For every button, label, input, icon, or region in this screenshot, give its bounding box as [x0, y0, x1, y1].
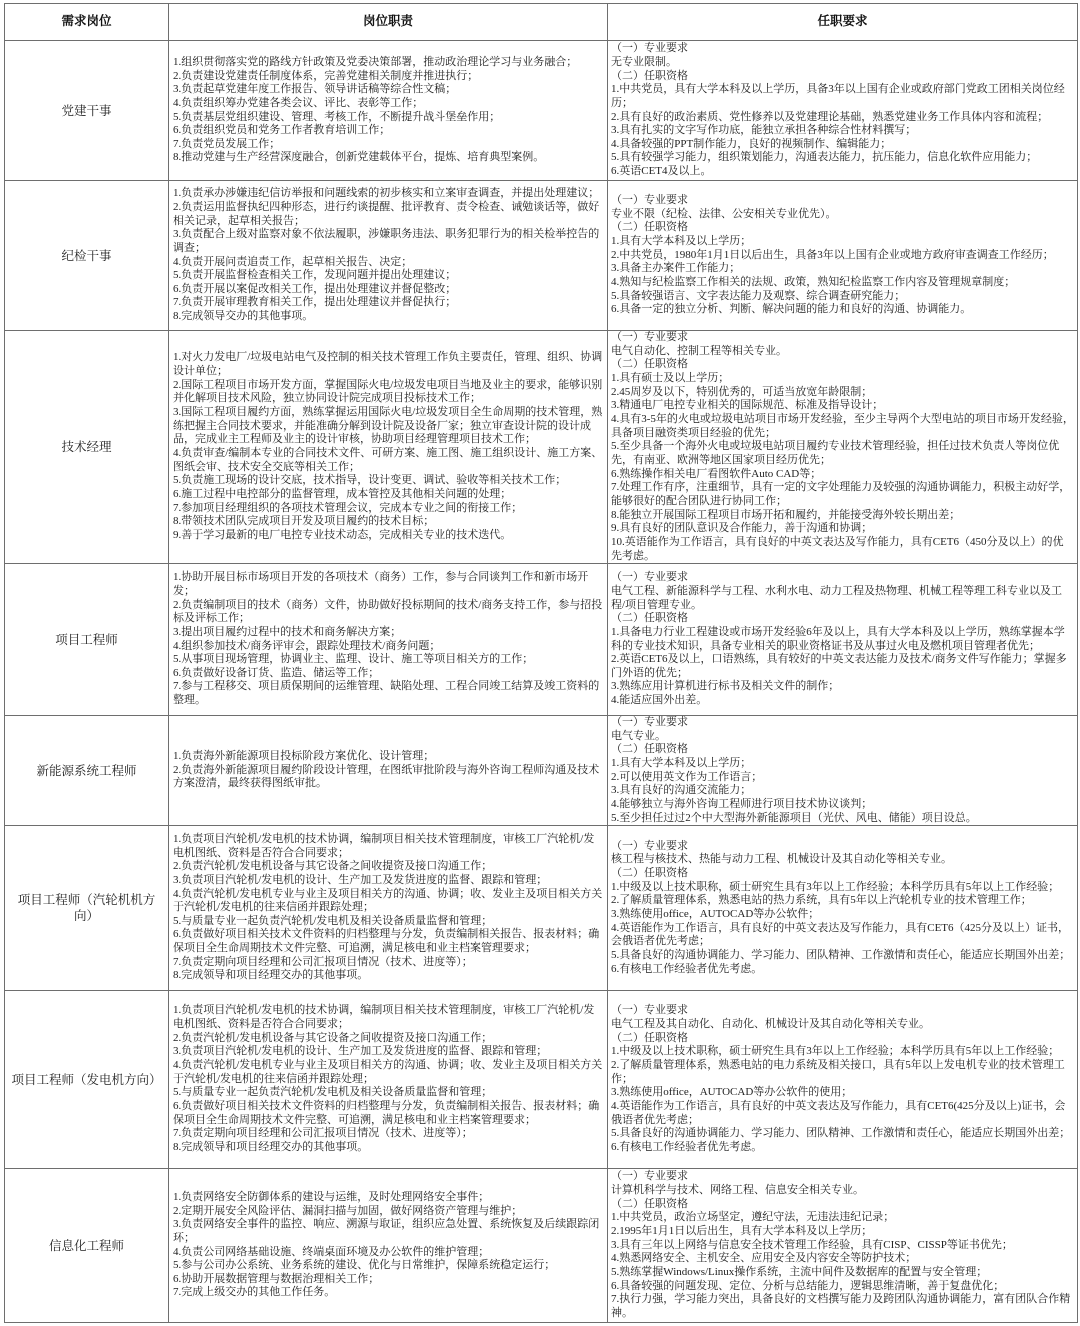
requirement-item: 3.具备主办案件工作能力；: [611, 262, 741, 275]
requirement-item: （一）专业要求: [611, 42, 688, 55]
position-cell: [5, 1169, 169, 1323]
requirement-item: （一）专业要求: [611, 1170, 688, 1183]
requirement-item: 6.具备较强的问题发现、定位、分析与总结能力，逻辑思维清晰，善于复盘优化；: [611, 1279, 1005, 1292]
duty-item: 3.国际工程项目履约方面，熟练掌握运用国际火电/垃圾发项目全生命周期的技术管理，熟练把握主合同技术要求，并能准确分解到设计院及设备厂家；独立审查设计院的设计成品，完成业主工程师及业主的设计审核，协助项目经理管理项目技术工作；: [173, 406, 603, 446]
requirement-item: （二）任职资格: [611, 221, 688, 234]
position-name: 党建干事: [61, 103, 112, 118]
requirements-list: [611, 1004, 1074, 1154]
requirement-item: 5.具有较强学习能力，组织策划能力，沟通表达能力，抗压能力，信息化软件应用能力；: [611, 151, 1038, 164]
duties-list: [173, 1191, 604, 1300]
duties-list: [173, 1004, 604, 1154]
requirement-item: 电气自动化、控制工程等相关专业。: [611, 344, 787, 357]
requirement-item: 4.英语能作为工作语言，具有良好的中英文表达及写作能力，具有CET6（425分及以上）证书，会俄语者优先考虑；: [611, 921, 1070, 948]
requirement-item: 4.能够独立与海外咨询工程师进行项目技术协议谈判；: [611, 797, 873, 810]
requirement-item: 4.熟悉网络安全、主机安全、应用安全及内容安全等防护技术；: [611, 1252, 917, 1265]
duty-item: 6.负责做好项目相关技术文件资料的归档整理与分发，负责编制相关报告、报表材料；确保项目全生命周期技术文件完整、可追溯，满足核电和业主档案管理要求；: [173, 928, 600, 955]
table-row: [5, 41, 1078, 181]
duties-list: [173, 750, 604, 791]
duty-item: 5.与质量专业一起负责汽轮机/发电机及相关设备质量监督和管理；: [173, 1086, 493, 1099]
requirements-list: [611, 331, 1074, 563]
requirement-item: （一）专业要求: [611, 1004, 688, 1017]
duties-cell: [169, 331, 608, 564]
position-cell: [5, 181, 169, 331]
requirements-cell: [608, 564, 1078, 716]
requirement-item: 6.有核电工作经验者优先考虑。: [611, 1140, 763, 1153]
requirements-cell: [608, 826, 1078, 991]
requirements-list: [611, 194, 1074, 317]
duties-cell: [169, 41, 608, 181]
requirement-item: 电气工程、新能源科学与工程、水利水电、动力工程及热物理、机械工程等理工科专业以及工程/项目管理专业。: [611, 584, 1062, 611]
requirement-item: 3.具有三年以上网络与信息安全技术管理工作经验，具有CISP、CISSP等证书优先；: [611, 1238, 1013, 1251]
requirement-item: 5.至少具备一个海外火电或垃圾电站项目履约专业技术管理经验，担任过技术负责人等岗位优先，有南亚、欧洲等地区国家项目经历优先；: [611, 440, 1060, 466]
duty-item: 6.负责组织党员和党务工作者教育培训工作；: [173, 124, 391, 137]
requirement-item: 3.熟练使用office，AUTOCAD等办公软件的使用；: [611, 1086, 853, 1099]
requirement-item: 3.精通电厂电控专业相关的国际规范、标准及指导设计；: [611, 399, 884, 412]
requirement-item: 5.具备较强语言、文字表达能力及观察、综合调查研究能力；: [611, 289, 906, 302]
requirement-item: 4.具备较强的PPT制作能力，良好的视频制作、编辑能力；: [611, 137, 892, 150]
duty-item: 5.负责施工现场的设计交底，技术指导，设计变更、调试、验收等相关技术工作；: [173, 474, 567, 487]
requirements-cell: [608, 181, 1078, 331]
duties-cell: [169, 716, 608, 826]
requirement-item: （二）任职资格: [611, 358, 688, 371]
duty-item: 2.负责汽轮机/发电机设备与其它设备之间收提资及接口沟通工作；: [173, 860, 493, 873]
requirement-item: 2.45周岁及以下，特别优秀的，可适当放宽年龄限制；: [611, 385, 873, 398]
position-name: 项目工程师（发电机方向）: [11, 1072, 162, 1087]
duty-item: 4.负责汽轮机/发电机专业与业主及项目相关方的沟通、协调；收、发业主及项目相关方关于汽轮机/发电机的往来信函并跟踪处理；: [173, 1059, 603, 1085]
duty-item: 3.负责网络安全事件的监控、响应、溯源与取证，组织应急处置、系统恢复及后续跟踪闭环；: [173, 1218, 600, 1244]
requirement-item: 5.具备良好的沟通协调能力、学习能力、团队精神、工作激情和责任心，能适应长期国外出差；: [611, 948, 1071, 961]
duties-cell: [169, 826, 608, 991]
duty-item: 4.负责开展问责追责工作，起草相关报告、决定；: [173, 255, 413, 268]
requirement-item: 核工程与核技术、热能与动力工程、机械设计及其自动化等相关专业。: [611, 853, 952, 866]
requirement-item: （一）专业要求: [611, 194, 688, 207]
duty-item: 3.负责起草党建年度工作报告、领导讲话稿等综合性文稿；: [173, 83, 457, 96]
requirement-item: 电气工程及其自动化、自动化、机械设计及其自动化等相关专业。: [611, 1018, 930, 1031]
header-requirements: [608, 4, 1078, 41]
position-cell: [5, 716, 169, 826]
duty-item: 1.协助开展目标市场项目开发的各项技术（商务）工作，参与合同谈判工作和新市场开发；: [173, 571, 589, 597]
requirement-item: 7.执行力强，学习能力突出，具备良好的文档撰写能力及跨团队沟通协调能力，富有团队合作精神。: [611, 1293, 1071, 1319]
duties-cell: [169, 1169, 608, 1323]
requirement-item: （二）任职资格: [611, 867, 688, 880]
duty-item: 1.负责承办涉嫌违纪信访举报和问题线索的初步核实和立案审查调查，并提出处理建议；: [173, 187, 600, 200]
duty-item: 8.带领技术团队完成项目开发及项目履约的技术目标；: [173, 515, 435, 528]
position-name: 纪检干事: [61, 248, 112, 263]
duty-item: 1.对火力发电厂/垃圾电站电气及控制的相关技术管理工作负主要责任，管理、组织、协调设计单位；: [173, 351, 603, 378]
position-cell: [5, 331, 169, 564]
duties-cell: [169, 564, 608, 716]
requirement-item: 3.熟练应用计算机进行标书及相关文件的制作；: [611, 680, 840, 693]
position-cell: [5, 564, 169, 716]
table-body: [5, 41, 1078, 1323]
position-name: 信息化工程师: [48, 1238, 124, 1253]
requirement-item: 1.中级及以上技术职称，硕士研究生具有3年以上工作经验；本科学历具有5年以上工作经验；: [611, 880, 1060, 893]
duty-item: 4.组织参加技术/商务评审会，跟踪处理技术/商务问题；: [173, 639, 441, 652]
duty-item: 2.负责海外新能源项目履约阶段设计管理，在图纸审批阶段与海外咨询工程师沟通及技术方案澄清，最终获得图纸审批。: [173, 763, 600, 790]
table-row: [5, 1169, 1078, 1323]
requirement-item: 2.了解质量管理体系，熟悉电站的电力系统及相关接口，具有5年以上发电机专业的技术管理工作；: [611, 1059, 1065, 1085]
duty-item: 8.完成领导和项目经理交办的其他事项。: [173, 969, 369, 982]
duties-list: [173, 187, 604, 324]
duty-item: 7.负责开展审理教育相关工作，提出处理建议并督促执行；: [173, 296, 457, 309]
duty-item: 7.负责定期向项目经理和公司汇报项目情况（技术、进度等）；: [173, 955, 473, 968]
requirement-item: 5.熟练掌握Windows/Linux操作系统，主流中间件及数据库的配置与安全管理；: [611, 1265, 988, 1278]
duties-list: [173, 833, 604, 983]
duty-item: 5.参与公司办公系统、业务系统的建设、优化与日常维护，保障系统稳定运行；: [173, 1259, 556, 1272]
requirement-item: 6.具备一定的独立分析、判断、解决问题的能力和良好的沟通、协调能力。: [611, 303, 972, 316]
requirement-item: 2.可以使用英文作为工作语言；: [611, 770, 763, 783]
requirements-list: [611, 840, 1074, 977]
requirement-item: 5.具备良好的沟通协调能力、学习能力、团队精神、工作激情和责任心，能适应长期国外出差；: [611, 1127, 1071, 1140]
requirement-item: 2.1995年1月1日以后出生，具有大学本科及以上学历；: [611, 1225, 873, 1238]
requirement-item: 1.具有大学本科及以上学历；: [611, 756, 752, 769]
duty-item: 4.负责汽轮机/发电机专业与业主及项目相关方的沟通、协调；收、发业主及项目相关方关于汽轮机/发电机的往来信函并跟踪处理；: [173, 887, 603, 914]
requirement-item: 6.英语CET4及以上。: [611, 165, 712, 178]
duty-item: 4.负责公司网络基础设施、终端桌面环境及办公软件的维护管理；: [173, 1245, 490, 1258]
duty-item: 5.从事项目现场管理，协调业主、监理、设计、施工等项目相关方的工作；: [173, 653, 534, 666]
position-name: 项目工程师（汽轮机机方向）: [17, 893, 156, 923]
requirement-item: 2.英语CET6及以上，口语熟练，具有较好的中英文表达能力及技术/商务文件写作能力；掌握多门外语的优先；: [611, 653, 1067, 679]
header-position-label: 需求岗位: [61, 14, 112, 29]
requirements-list: [611, 42, 1074, 179]
requirement-item: 无专业限制。: [611, 55, 677, 68]
position-cell: [5, 826, 169, 991]
requirement-item: （一）专业要求: [611, 716, 688, 728]
duties-cell: [169, 991, 608, 1169]
duty-item: 2.负责编制项目的技术（商务）文件，协助做好投标期间的技术/商务支持工作，参与招投标及评标工作；: [173, 598, 603, 625]
requirement-item: 计算机科学与技术、网络工程、信息安全相关专业。: [611, 1184, 864, 1197]
requirement-item: 10.英语能作为工作语言，具有良好的中英文表达及写作能力，具有CET6（450分及以上）的优先考虑。: [611, 535, 1064, 562]
position-name: 新能源系统工程师: [36, 763, 137, 778]
position-name: 项目工程师: [55, 632, 118, 647]
duty-item: 2.定期开展安全风险评估、漏洞扫描与加固，做好网络资产管理与维护；: [173, 1204, 523, 1217]
table-row: [5, 181, 1078, 331]
duty-item: 3.提出项目履约过程中的技术和商务解决方案；: [173, 625, 402, 638]
requirement-item: （二）任职资格: [611, 1031, 688, 1044]
requirement-item: 2.中共党员，1980年1月1日以后出生，具备3年以上国有企业或地方政府审查调查工作经历；: [611, 248, 1054, 261]
duties-list: [173, 571, 604, 708]
requirement-item: 2.了解质量管理体系，熟悉电站的热力系统，具有5年以上汽轮机专业的技术管理工作；: [611, 894, 1032, 907]
duty-item: 1.负责网络安全防御体系的建设与运维，及时处理网络安全事件；: [173, 1190, 490, 1203]
requirement-item: 4.英语能作为工作语言，具有良好的中英文表达及写作能力，具有CET6(425分及以上)证书，会俄语者优先考虑；: [611, 1099, 1066, 1126]
requirements-cell: [608, 991, 1078, 1169]
requirement-item: 9.具有良好的团队意识及合作能力，善于沟通和协调；: [611, 522, 873, 535]
duty-item: 7.参与工程移交、项目质保期间的运维管理、缺陷处理、工程合同竣工结算及竣工资料的整理。: [173, 680, 600, 707]
requirements-list: [611, 716, 1074, 825]
duty-item: 2.国际工程项目市场开发方面，掌握国际火电/垃圾发电项目当地及业主的要求，能够识别并化解项目技术风险，独立协同设计院完成项目投标技术工作；: [173, 378, 603, 405]
requirement-item: 1.具有硕士及以上学历；: [611, 371, 730, 384]
table-row: [5, 331, 1078, 564]
requirement-item: 2.具有良好的政治素质、党性修养以及党建理论基础，熟悉党建业务工作具体内容和流程；: [611, 110, 1049, 123]
duty-item: 5.负责基层党组织建设、管理、考核工作，不断提升战斗堡垒作用；: [173, 110, 501, 123]
requirements-cell: [608, 331, 1078, 564]
duty-item: 5.与质量专业一起负责汽轮机/发电机及相关设备质量监督和管理；: [173, 914, 493, 927]
duty-item: 6.负责做好项目相关技术文件资料的归档整理与分发，负责编制相关报告、报表材料；确保项目全生命周期技术文件完整、可追溯，满足核电和业主档案管理要求；: [173, 1099, 600, 1126]
duties-list: [173, 351, 604, 542]
requirements-cell: [608, 1169, 1078, 1323]
requirement-item: （一）专业要求: [611, 571, 688, 584]
requirement-item: 1.具备电力行业工程建设或市场开发经验6年及以上，具有大学本科及以上学历，熟练掌握本学科的专业技术知识，具备专业相关的职业资格证书及从事过火电及燃机项目管理者优先；: [611, 625, 1065, 652]
requirement-item: （二）任职资格: [611, 743, 688, 756]
requirement-item: 4.熟知与纪检监察工作相关的法规、政策，熟知纪检监察工作内容及管理规章制度；: [611, 275, 1016, 288]
requirement-item: 1.中共党员，政治立场坚定，遵纪守法，无违法违纪记录；: [611, 1211, 895, 1224]
requirement-item: 电气专业。: [611, 729, 666, 742]
requirement-item: （二）任职资格: [611, 69, 688, 82]
duties-cell: [169, 181, 608, 331]
duties-list: [173, 56, 604, 165]
duty-item: 7.负责党员发展工作；: [173, 137, 281, 150]
requirements-list: [611, 571, 1074, 708]
table-row: [5, 564, 1078, 716]
duty-item: 3.负责项目汽轮机/发电机的设计、生产加工及发货进度的监督、跟踪和管理；: [173, 1045, 548, 1058]
duty-item: 5.负责开展监督检查相关工作，发现问题并提出处理建议；: [173, 269, 457, 282]
job-requirements-table: [4, 3, 1078, 1323]
duty-item: 6.负责做好设备订货、监造、储运等工作；: [173, 666, 380, 679]
header-duties-label: 岗位职责: [362, 14, 413, 29]
table-row: [5, 826, 1078, 991]
requirement-item: 1.中共党员，具有大学本科及以上学历，具备3年以上国有企业或政府部门党政工团相关岗位经历；: [611, 83, 1065, 109]
position-cell: [5, 991, 169, 1169]
header-requirements-label: 任职要求: [817, 14, 868, 29]
requirements-cell: [608, 41, 1078, 181]
requirement-item: 3.熟练使用office，AUTOCAD等办公软件；: [611, 908, 820, 920]
table-row: [5, 716, 1078, 826]
duty-item: 4.负责组织筹办党建各类会议、评比、表彰等工作；: [173, 96, 424, 109]
requirement-item: （一）专业要求: [611, 331, 688, 343]
requirement-item: （二）任职资格: [611, 1197, 688, 1210]
duty-item: 7.参加项目经理组织的各项技术管理会议，完成本专业之间的衔接工作；: [173, 501, 523, 514]
duty-item: 6.负责开展以案促改相关工作，提出处理建议并督促整改；: [173, 282, 457, 295]
requirement-item: 6.熟练操作相关电厂看图软件Auto CAD等；: [611, 467, 822, 480]
requirement-item: 4.能适应国外出差。: [611, 694, 708, 707]
duty-item: 7.完成上级交办的其他工作任务。: [173, 1286, 336, 1299]
position-name: 技术经理: [61, 440, 112, 454]
duty-item: 7.负责定期向项目经理和公司汇报项目情况（技术、进度等）；: [173, 1127, 473, 1140]
header-duties: [169, 4, 608, 41]
requirement-item: 3.具有扎实的文字写作功底，能独立承担各种综合性材料撰写；: [611, 124, 917, 137]
requirement-item: 7.处理工作有序，注重细节，具有一定的文字处理能力及较强的沟通协调能力，积极主动好学，能够很好的配合团队进行协同工作；: [611, 481, 1071, 507]
requirements-cell: [608, 716, 1078, 826]
requirement-item: 1.具有大学本科及以上学历；: [611, 235, 752, 248]
duty-item: 3.负责配合上级对监察对象不依法履职，涉嫌职务违法、职务犯罪行为的相关检举控告的调查；: [173, 228, 600, 254]
requirements-list: [611, 1170, 1074, 1320]
requirement-item: 专业不限（纪检、法律、公安相关专业优先）。: [611, 207, 837, 220]
duty-item: 6.施工过程中电控部分的监督管理，成本管控及其他相关问题的处理；: [173, 487, 512, 500]
table-header-row: [5, 4, 1078, 41]
duty-item: 1.组织贯彻落实党的路线方针政策及党委决策部署，推动政治理论学习与业务融合；: [173, 55, 578, 68]
requirement-item: 3.具有良好的沟通交流能力；: [611, 784, 752, 797]
duty-item: 6.协助开展数据管理与数据治理相关工作；: [173, 1272, 380, 1285]
duty-item: 1.负责海外新能源项目投标阶段方案优化、设计管理；: [173, 750, 435, 763]
duty-item: 2.负责运用监督执纪四种形态，进行约谈提醒、批评教育、责令检查、诫勉谈话等，做好相关记录，起草相关报告；: [173, 200, 600, 227]
duty-item: 2.负责建设党建责任制度体系，完善党建相关制度并推进执行；: [173, 69, 479, 82]
requirement-item: 4.具有3-5年的火电或垃圾电站项目市场开发经验，至少主导两个大型电站的项目市场开发经验，具备项目融资类项目经验的优先；: [611, 412, 1074, 439]
requirement-item: 5.至少担任过过2个中大型海外新能源项目（光伏、风电、储能）项目设总。: [611, 811, 977, 824]
requirement-item: （二）任职资格: [611, 612, 688, 625]
requirement-item: 6.有核电工作经验者优先考虑。: [611, 962, 763, 975]
duty-item: 1.负责项目汽轮机/发电机的技术协调，编制项目相关技术管理制度，审核工厂汽轮机/发电机图纸、资料是否符合合同要求；: [173, 832, 595, 859]
duty-item: 4.负责审查/编制本专业的合同技术文件、可研方案、施工图、施工组织设计、施工方案、图纸会审、技术安全交底等相关工作；: [173, 447, 603, 473]
table-row: [5, 991, 1078, 1169]
position-cell: [5, 41, 169, 181]
duty-item: 8.完成领导交办的其他事项。: [173, 310, 314, 323]
header-position: [5, 4, 169, 41]
duty-item: 3.负责项目汽轮机/发电机的设计、生产加工及发货进度的监督、跟踪和管理；: [173, 873, 548, 886]
requirement-item: 8.能独立开展国际工程项目市场开拓和履约，并能接受海外较长期出差；: [611, 508, 961, 521]
requirement-item: （一）专业要求: [611, 839, 688, 852]
duty-item: 8.完成领导和项目经理交办的其他事项。: [173, 1140, 369, 1153]
duty-item: 9.善于学习最新的电厂电控专业技术动态，完成相关专业的技术迭代。: [173, 528, 512, 541]
duty-item: 2.负责汽轮机/发电机设备与其它设备之间收提资及接口沟通工作；: [173, 1031, 493, 1044]
duty-item: 1.负责项目汽轮机/发电机的技术协调，编制项目相关技术管理制度，审核工厂汽轮机/发电机图纸、资料是否符合合同要求；: [173, 1004, 595, 1031]
duty-item: 8.推动党建与生产经营深度融合，创新党建载体平台，提炼、培育典型案例。: [173, 151, 545, 164]
requirement-item: 1.中级及以上技术职称，硕士研究生具有3年以上工作经验；本科学历具有5年以上工作经验；: [611, 1045, 1060, 1058]
